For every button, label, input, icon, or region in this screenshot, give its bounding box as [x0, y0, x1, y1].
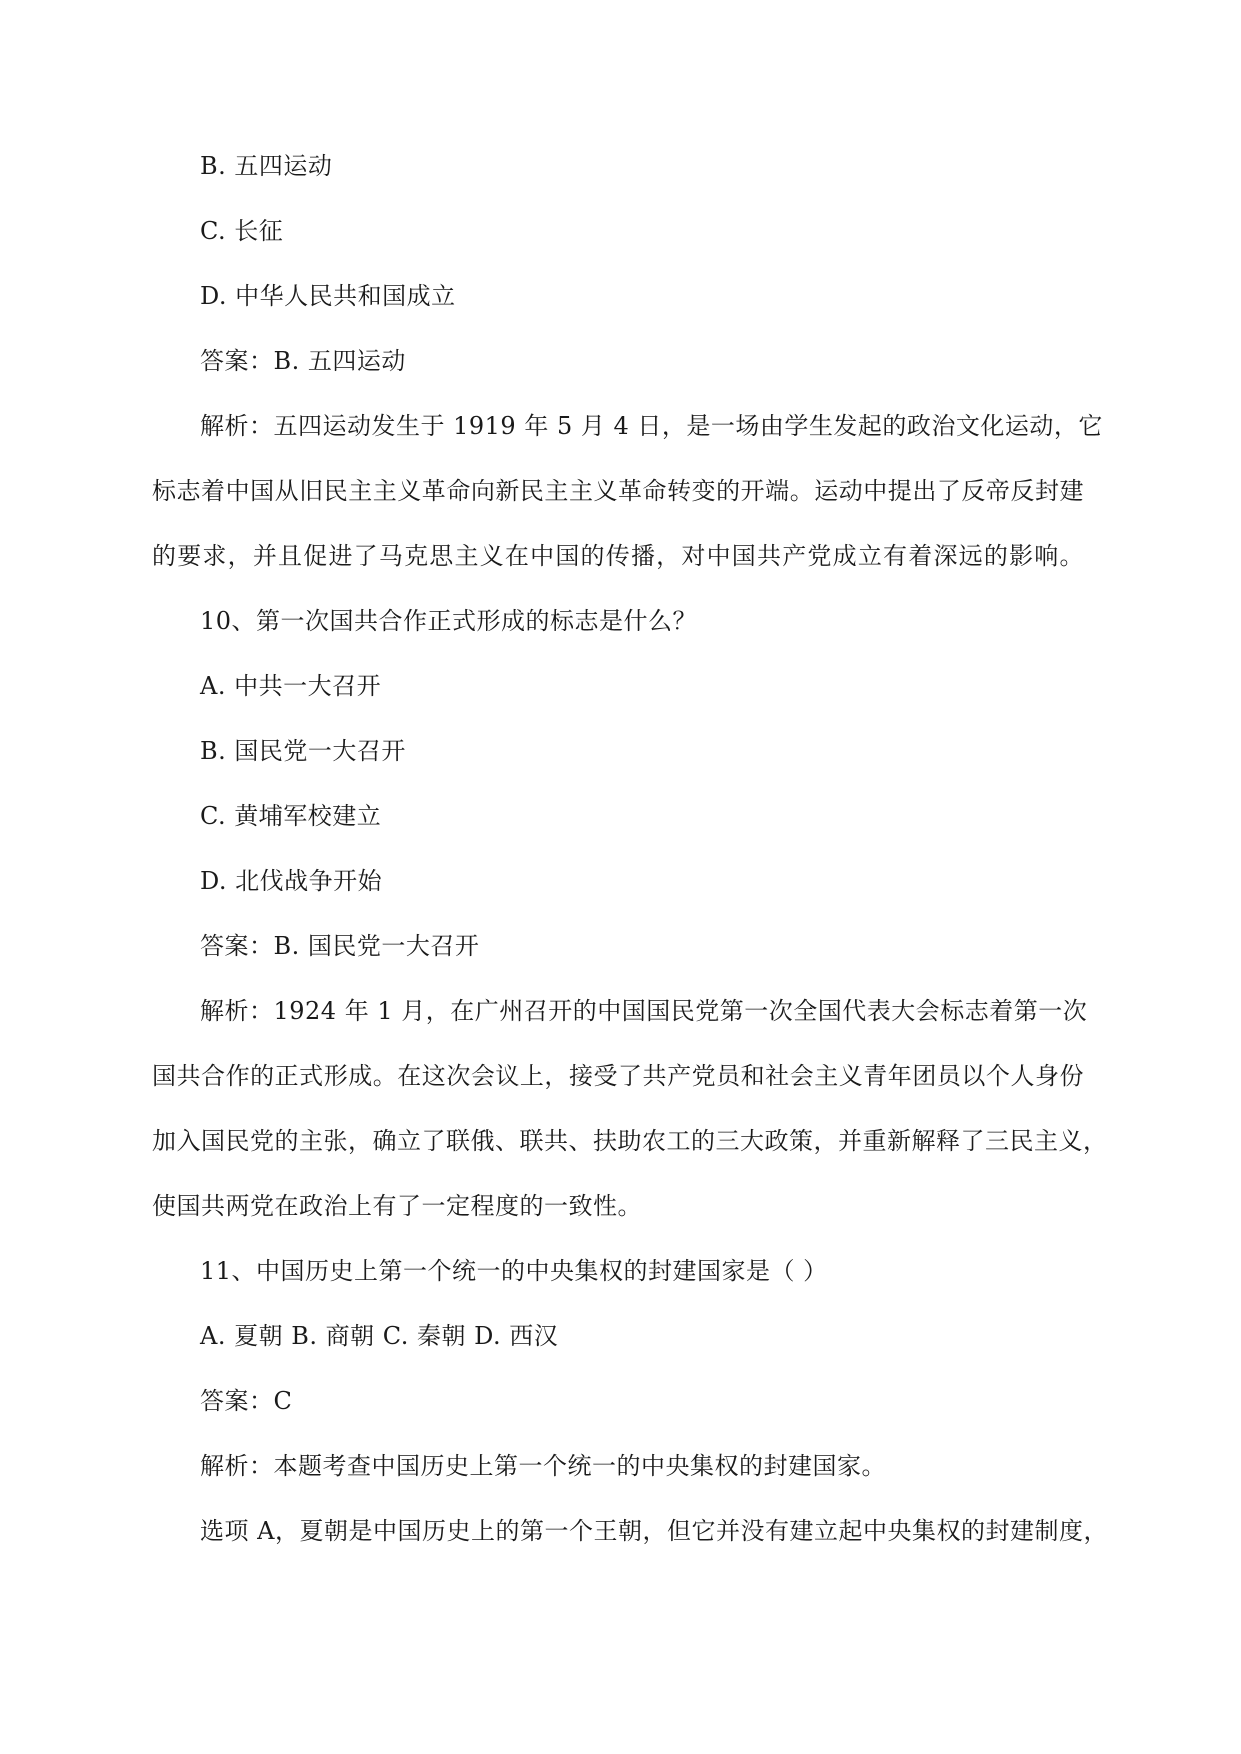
q10-option-a: A. 中共一大召开 — [200, 672, 382, 700]
q10-analysis-line-4: 使国共两党在政治上有了一定程度的一致性。 — [152, 1192, 642, 1220]
q9-option-d: D. 中华人民共和国成立 — [200, 282, 456, 310]
q11-option-a-explanation: 选项 A，夏朝是中国历史上的第一个王朝，但它并没有建立起中央集权的封建制度， — [200, 1517, 1108, 1545]
q9-analysis-line-1: 解析：五四运动发生于 1919 年 5 月 4 日，是一场由学生发起的政治文化运动，它 — [200, 412, 1103, 440]
q10-option-b: B. 国民党一大召开 — [200, 737, 406, 765]
q10-answer: 答案：B. 国民党一大召开 — [200, 932, 480, 960]
q11-analysis: 解析：本题考查中国历史上第一个统一的中央集权的封建国家。 — [200, 1452, 886, 1480]
q9-answer: 答案：B. 五四运动 — [200, 347, 406, 375]
q9-option-b: B. 五四运动 — [200, 152, 333, 180]
q11-options: A. 夏朝 B. 商朝 C. 秦朝 D. 西汉 — [200, 1322, 559, 1350]
q10-option-d: D. 北伐战争开始 — [200, 867, 383, 895]
q9-analysis-line-3: 的要求，并且促进了马克思主义在中国的传播，对中国共产党成立有着深远的影响。 — [152, 542, 1084, 570]
q10-analysis-line-3: 加入国民党的主张，确立了联俄、联共、扶助农工的三大政策，并重新解释了三民主义， — [152, 1127, 1108, 1155]
q10-option-c: C. 黄埔军校建立 — [200, 802, 382, 830]
q9-analysis-line-2: 标志着中国从旧民主主义革命向新民主主义革命转变的开端。运动中提出了反帝反封建 — [152, 477, 1084, 505]
q10-analysis-line-1: 解析：1924 年 1 月，在广州召开的中国国民党第一次全国代表大会标志着第一次 — [200, 997, 1088, 1025]
q9-option-c: C. 长征 — [200, 217, 284, 245]
q11-question: 11、中国历史上第一个统一的中央集权的封建国家是（ ） — [200, 1257, 828, 1285]
q10-analysis-line-2: 国共合作的正式形成。在这次会议上，接受了共产党员和社会主义青年团员以个人身份 — [152, 1062, 1084, 1090]
q10-question: 10、第一次国共合作正式形成的标志是什么？ — [200, 607, 698, 635]
q11-answer: 答案：C — [200, 1387, 293, 1415]
